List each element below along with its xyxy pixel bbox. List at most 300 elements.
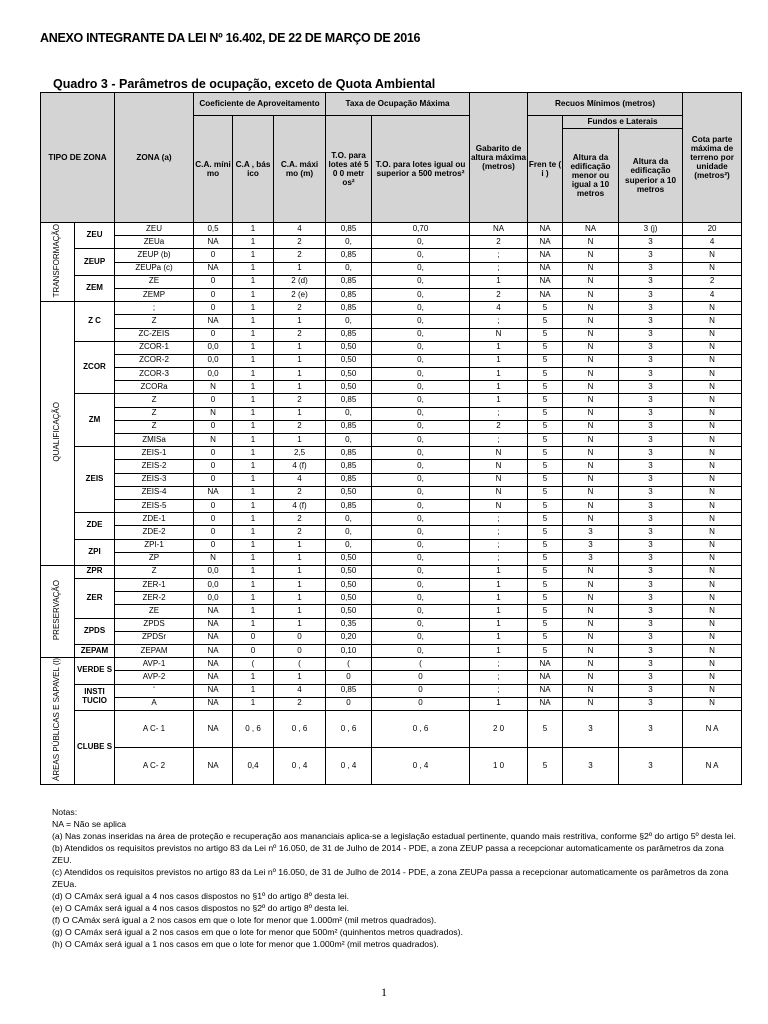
cell-gabarito: ;	[470, 249, 528, 262]
cell-ca-minimo: NA	[194, 697, 233, 710]
cell-ca-maximo: 0 , 4	[274, 748, 326, 785]
cell-to-ate-500: 0,85	[326, 473, 372, 486]
cell-recuo-menor-10: N	[563, 605, 619, 618]
cell-recuo-frente: 5	[528, 381, 563, 394]
cell-ca-maximo: 4 (f)	[274, 499, 326, 512]
cell-cota-parte: N	[683, 420, 742, 433]
cell-to-ate-500: 0	[326, 671, 372, 684]
cell-ca-minimo: 0	[194, 460, 233, 473]
cell-ca-basico: 1	[233, 328, 274, 341]
cell-to-superior-500: 0,	[372, 420, 470, 433]
zone-group-insti: INSTI TUCIO	[75, 684, 115, 710]
cell-to-ate-500: 0,85	[326, 684, 372, 697]
cell-gabarito: 2 0	[470, 711, 528, 748]
cell-recuo-frente: NA	[528, 249, 563, 262]
cell-zona: ZEPAM	[115, 645, 194, 658]
cell-ca-minimo: 0	[194, 513, 233, 526]
table-row	[41, 748, 742, 785]
cell-cota-parte: N	[683, 605, 742, 618]
cell-to-superior-500: 0,	[372, 236, 470, 249]
cell-cota-parte: N	[683, 262, 742, 275]
cell-to-ate-500: 0,85	[326, 302, 372, 315]
cell-gabarito: ;	[470, 671, 528, 684]
cell-recuo-menor-10: NA	[563, 223, 619, 236]
cell-to-superior-500: 0 , 4	[372, 748, 470, 785]
cell-gabarito: ;	[470, 658, 528, 671]
cell-ca-minimo: NA	[194, 645, 233, 658]
cell-gabarito: 1	[470, 381, 528, 394]
cell-ca-maximo: 2	[274, 236, 326, 249]
cell-ca-basico: 1	[233, 460, 274, 473]
cell-zona: ZPDSr	[115, 631, 194, 644]
cell-zona: ZEIS-4	[115, 486, 194, 499]
table-row	[41, 473, 742, 486]
zone-group-zeis: ZEIS	[75, 447, 115, 513]
cell-zona: ZPDS	[115, 618, 194, 631]
cell-recuo-frente: NA	[528, 684, 563, 697]
cell-cota-parte: N	[683, 499, 742, 512]
cell-recuo-superior-10: 3	[619, 288, 683, 301]
cell-gabarito: 1	[470, 368, 528, 381]
table-row	[41, 407, 742, 420]
cell-ca-maximo: 4	[274, 223, 326, 236]
parameters-table	[40, 92, 742, 785]
cell-ca-minimo: 0	[194, 526, 233, 539]
cell-gabarito: 1	[470, 592, 528, 605]
header-altura-superior-10: Altura da edificação superior a 10 metros	[619, 129, 683, 223]
cell-cota-parte: N	[683, 565, 742, 578]
cell-to-superior-500: 0,	[372, 434, 470, 447]
header-ca-maximo: C.A. máxi mo (m)	[274, 116, 326, 223]
cell-ca-minimo: 0	[194, 302, 233, 315]
cell-ca-basico: 0	[233, 645, 274, 658]
cell-recuo-superior-10: 3	[619, 631, 683, 644]
cell-ca-basico: 1	[233, 223, 274, 236]
cell-cota-parte: N	[683, 697, 742, 710]
cell-ca-minimo: 0	[194, 328, 233, 341]
cell-recuo-frente: 5	[528, 579, 563, 592]
cell-to-ate-500: 0,50	[326, 381, 372, 394]
zone-group-zer: ZER	[75, 579, 115, 619]
cell-ca-maximo: 2	[274, 513, 326, 526]
cell-ca-minimo: NA	[194, 684, 233, 697]
cell-cota-parte: N	[683, 302, 742, 315]
cell-cota-parte: N	[683, 460, 742, 473]
cell-ca-basico: 1	[233, 605, 274, 618]
zone-group-zc: Z C	[75, 302, 115, 342]
cell-recuo-frente: 5	[528, 552, 563, 565]
zone-group-clubes: CLUBE S	[75, 711, 115, 785]
cell-ca-basico: 1	[233, 275, 274, 288]
cell-cota-parte: N	[683, 631, 742, 644]
cell-cota-parte: N	[683, 671, 742, 684]
cell-ca-maximo: 1	[274, 354, 326, 367]
cell-to-ate-500: 0,85	[326, 223, 372, 236]
cell-to-ate-500: 0,50	[326, 354, 372, 367]
cell-to-superior-500: 0,	[372, 565, 470, 578]
cell-gabarito: N	[470, 499, 528, 512]
table-row	[41, 447, 742, 460]
cell-to-superior-500: 0,	[372, 539, 470, 552]
cell-ca-minimo: NA	[194, 748, 233, 785]
cell-ca-minimo: 0,0	[194, 341, 233, 354]
cell-zona: Z	[115, 420, 194, 433]
cell-ca-minimo: NA	[194, 605, 233, 618]
cell-zona: ZE	[115, 275, 194, 288]
cell-recuo-superior-10: 3	[619, 605, 683, 618]
cell-recuo-superior-10: 3	[619, 748, 683, 785]
cell-recuo-superior-10: 3	[619, 262, 683, 275]
cell-recuo-menor-10: N	[563, 565, 619, 578]
cell-to-ate-500: 0,85	[326, 249, 372, 262]
zone-type-qualificacao	[41, 302, 75, 566]
cell-zona: ZDE-2	[115, 526, 194, 539]
table-row	[41, 354, 742, 367]
cell-ca-basico: 1	[233, 368, 274, 381]
cell-recuo-frente: 5	[528, 473, 563, 486]
cell-to-superior-500: 0,	[372, 552, 470, 565]
cell-to-superior-500: 0,	[372, 645, 470, 658]
cell-recuo-menor-10: N	[563, 236, 619, 249]
cell-zona: Z	[115, 315, 194, 328]
cell-recuo-superior-10: 3	[619, 592, 683, 605]
table-row	[41, 552, 742, 565]
cell-cota-parte: N	[683, 552, 742, 565]
cell-ca-basico: 1	[233, 236, 274, 249]
note-item: (e) O CAmáx será igual a 4 nos casos dispostos no §2º do artigo 8º desta lei.	[52, 903, 350, 913]
cell-ca-basico: 1	[233, 513, 274, 526]
cell-recuo-menor-10: N	[563, 315, 619, 328]
cell-to-superior-500: 0,	[372, 579, 470, 592]
zone-type-label: PRESERVAÇÃO	[52, 579, 62, 641]
table-row	[41, 236, 742, 249]
cell-to-ate-500: 0,85	[326, 460, 372, 473]
table-row	[41, 526, 742, 539]
table-row	[41, 645, 742, 658]
notes-title: Notas:	[52, 807, 78, 817]
header-ca-basico: C.A , bás ico	[233, 116, 274, 223]
cell-ca-minimo: 0	[194, 394, 233, 407]
cell-ca-maximo: 1	[274, 368, 326, 381]
cell-ca-basico: 1	[233, 592, 274, 605]
cell-gabarito: 2	[470, 288, 528, 301]
cell-cota-parte: N	[683, 526, 742, 539]
cell-gabarito: N	[470, 486, 528, 499]
cell-recuo-frente: 5	[528, 420, 563, 433]
cell-cota-parte: 20	[683, 223, 742, 236]
cell-to-ate-500: 0,	[326, 236, 372, 249]
cell-to-superior-500: 0,	[372, 513, 470, 526]
cell-ca-maximo: 4	[274, 473, 326, 486]
cell-recuo-frente: 5	[528, 354, 563, 367]
cell-cota-parte: N	[683, 354, 742, 367]
cell-gabarito: ;	[470, 552, 528, 565]
cell-ca-maximo: 1	[274, 605, 326, 618]
header-ca-minimo: C.A. míni mo	[194, 116, 233, 223]
table-row	[41, 684, 742, 697]
cell-recuo-menor-10: N	[563, 684, 619, 697]
cell-to-ate-500: 0,50	[326, 552, 372, 565]
cell-recuo-superior-10: 3	[619, 711, 683, 748]
cell-ca-maximo: 2	[274, 697, 326, 710]
cell-zona: ZDE-1	[115, 513, 194, 526]
cell-ca-minimo: 0,0	[194, 592, 233, 605]
cell-zona: ZEIS-1	[115, 447, 194, 460]
table-row	[41, 486, 742, 499]
cell-ca-maximo: 1	[274, 262, 326, 275]
cell-recuo-frente: 5	[528, 341, 563, 354]
cell-zona: A C- 1	[115, 711, 194, 748]
cell-recuo-menor-10: 3	[563, 552, 619, 565]
cell-ca-minimo: NA	[194, 486, 233, 499]
cell-recuo-superior-10: 3	[619, 394, 683, 407]
cell-gabarito: N	[470, 447, 528, 460]
zone-type-transformacao	[41, 223, 75, 302]
cell-recuo-frente: 5	[528, 526, 563, 539]
table-row	[41, 420, 742, 433]
table-row	[41, 565, 742, 578]
cell-gabarito: ;	[470, 434, 528, 447]
cell-recuo-frente: 5	[528, 486, 563, 499]
cell-to-ate-500: 0,50	[326, 486, 372, 499]
cell-gabarito: NA	[470, 223, 528, 236]
cell-gabarito: 1	[470, 341, 528, 354]
cell-to-superior-500: 0	[372, 671, 470, 684]
table-row	[41, 539, 742, 552]
cell-to-superior-500: 0,	[372, 381, 470, 394]
cell-to-superior-500: 0,	[372, 592, 470, 605]
cell-to-ate-500: 0,85	[326, 328, 372, 341]
cell-recuo-menor-10: N	[563, 631, 619, 644]
cell-recuo-menor-10: N	[563, 420, 619, 433]
cell-recuo-superior-10: 3	[619, 275, 683, 288]
cell-ca-maximo: 0	[274, 631, 326, 644]
cell-recuo-frente: 5	[528, 539, 563, 552]
cell-gabarito: N	[470, 328, 528, 341]
cell-gabarito: 1	[470, 394, 528, 407]
cell-ca-basico: 1	[233, 249, 274, 262]
cell-recuo-menor-10: N	[563, 434, 619, 447]
cell-ca-basico: 1	[233, 341, 274, 354]
header-tipo-zona: TIPO DE ZONA	[41, 93, 115, 223]
table-row	[41, 394, 742, 407]
cell-cota-parte: N	[683, 486, 742, 499]
cell-to-ate-500: 0,85	[326, 394, 372, 407]
cell-ca-minimo: 0	[194, 499, 233, 512]
cell-recuo-menor-10: N	[563, 671, 619, 684]
cell-ca-maximo: 2	[274, 249, 326, 262]
cell-recuo-frente: 5	[528, 711, 563, 748]
zone-group-zepam: ZEPAM	[75, 645, 115, 658]
cell-to-superior-500: 0,	[372, 631, 470, 644]
cell-zona: ZP	[115, 552, 194, 565]
cell-ca-minimo: N	[194, 407, 233, 420]
cell-ca-minimo: 0	[194, 420, 233, 433]
cell-to-superior-500: 0	[372, 684, 470, 697]
cell-cota-parte: N	[683, 434, 742, 447]
table-row	[41, 618, 742, 631]
cell-recuo-menor-10: 3	[563, 539, 619, 552]
cell-recuo-superior-10: 3	[619, 499, 683, 512]
cell-recuo-superior-10: 3	[619, 579, 683, 592]
cell-to-superior-500: 0,	[372, 341, 470, 354]
cell-ca-maximo: (	[274, 658, 326, 671]
cell-zona: ZC-ZEIS	[115, 328, 194, 341]
cell-recuo-menor-10: N	[563, 275, 619, 288]
note-item: NA = Não se aplica	[52, 819, 127, 829]
cell-ca-minimo: 0,5	[194, 223, 233, 236]
cell-to-ate-500: 0,85	[326, 420, 372, 433]
cell-recuo-menor-10: N	[563, 486, 619, 499]
cell-recuo-menor-10: N	[563, 473, 619, 486]
cell-ca-basico: 0 , 6	[233, 711, 274, 748]
table-row	[41, 223, 742, 236]
table-row	[41, 697, 742, 710]
cell-ca-basico: 1	[233, 499, 274, 512]
cell-ca-minimo: 0	[194, 275, 233, 288]
cell-ca-basico: 1	[233, 552, 274, 565]
cell-ca-maximo: 1	[274, 341, 326, 354]
cell-recuo-menor-10: N	[563, 460, 619, 473]
cell-ca-basico: 1	[233, 354, 274, 367]
cell-recuo-frente: NA	[528, 236, 563, 249]
cell-cota-parte: N	[683, 579, 742, 592]
cell-ca-minimo: 0,0	[194, 579, 233, 592]
cell-recuo-superior-10: 3	[619, 434, 683, 447]
cell-ca-basico: 1	[233, 671, 274, 684]
table-row	[41, 341, 742, 354]
cell-ca-maximo: 1	[274, 565, 326, 578]
cell-to-ate-500: 0,50	[326, 565, 372, 578]
cell-to-ate-500: 0,	[326, 513, 372, 526]
cell-cota-parte: 4	[683, 236, 742, 249]
cell-recuo-menor-10: N	[563, 302, 619, 315]
cell-cota-parte: N	[683, 249, 742, 262]
cell-gabarito: 1	[470, 631, 528, 644]
cell-zona: ZEMP	[115, 288, 194, 301]
note-item: (b) Atendidos os requisitos previstos no artigo 83 da Lei nº 16.050, de 31 de Julho de 2014 - PDE, a zona ZEUP passa a recepcionar automaticamente os parâmetros da zona ZEU.	[52, 843, 724, 865]
cell-gabarito: 1	[470, 275, 528, 288]
cell-recuo-menor-10: N	[563, 354, 619, 367]
cell-cota-parte: N	[683, 407, 742, 420]
header-frente: Fren te ( i )	[528, 116, 563, 223]
cell-to-superior-500: 0,	[372, 302, 470, 315]
zone-type-areas_publicas	[41, 658, 75, 785]
cell-recuo-superior-10: 3	[619, 368, 683, 381]
cell-to-ate-500: 0,	[326, 434, 372, 447]
cell-to-superior-500: 0,	[372, 526, 470, 539]
cell-zona: ZPI-1	[115, 539, 194, 552]
cell-to-ate-500: 0,85	[326, 275, 372, 288]
cell-recuo-menor-10: N	[563, 447, 619, 460]
table-title: Quadro 3 - Parâmetros de ocupação, exceto de Quota Ambiental	[53, 77, 436, 91]
cell-to-ate-500: 0,20	[326, 631, 372, 644]
cell-recuo-menor-10: N	[563, 368, 619, 381]
cell-recuo-superior-10: 3	[619, 658, 683, 671]
cell-to-ate-500: 0,50	[326, 579, 372, 592]
cell-recuo-menor-10: N	[563, 328, 619, 341]
cell-recuo-superior-10: 3	[619, 539, 683, 552]
zone-type-label: ÁREAS PÚBLICAS E SAPAVEL (l)	[52, 658, 62, 782]
cell-gabarito: ;	[470, 539, 528, 552]
cell-gabarito: 1	[470, 697, 528, 710]
cell-recuo-frente: 5	[528, 592, 563, 605]
cell-recuo-menor-10: N	[563, 618, 619, 631]
cell-cota-parte: N	[683, 539, 742, 552]
cell-to-ate-500: 0,85	[326, 288, 372, 301]
cell-recuo-frente: 5	[528, 748, 563, 785]
cell-recuo-superior-10: 3	[619, 565, 683, 578]
cell-zona: A C- 2	[115, 748, 194, 785]
cell-recuo-frente: NA	[528, 275, 563, 288]
cell-recuo-superior-10: 3	[619, 460, 683, 473]
zone-group-zeu: ZEU	[75, 223, 115, 249]
cell-gabarito: ;	[470, 262, 528, 275]
header-to-superior-500: T.O. para lotes igual ou superior a 500 metros²	[372, 116, 470, 223]
cell-ca-basico: 1	[233, 302, 274, 315]
cell-to-ate-500: (	[326, 658, 372, 671]
cell-gabarito: 2	[470, 236, 528, 249]
cell-gabarito: 1	[470, 605, 528, 618]
cell-ca-maximo: 1	[274, 618, 326, 631]
cell-ca-basico: 1	[233, 526, 274, 539]
cell-ca-maximo: 1	[274, 552, 326, 565]
cell-zona: ZCORa	[115, 381, 194, 394]
table-row	[41, 658, 742, 671]
cell-zona: ZEIS-5	[115, 499, 194, 512]
zone-group-zpi: ZPI	[75, 539, 115, 565]
cell-zona: ZER-2	[115, 592, 194, 605]
cell-to-superior-500: 0	[372, 697, 470, 710]
cell-to-ate-500: 0,50	[326, 605, 372, 618]
zone-group-zpr: ZPR	[75, 565, 115, 578]
header-gabarito: Gabarito de altura máxima (metros)	[470, 93, 528, 223]
cell-ca-minimo: 0	[194, 288, 233, 301]
cell-to-superior-500: 0,	[372, 447, 470, 460]
cell-recuo-menor-10: 3	[563, 711, 619, 748]
cell-to-superior-500: 0,	[372, 394, 470, 407]
table-row	[41, 499, 742, 512]
cell-ca-maximo: 1	[274, 315, 326, 328]
cell-cota-parte: N	[683, 684, 742, 697]
cell-recuo-menor-10: N	[563, 645, 619, 658]
cell-cota-parte: N	[683, 513, 742, 526]
cell-to-superior-500: 0,	[372, 315, 470, 328]
cell-ca-maximo: 2 (d)	[274, 275, 326, 288]
cell-cota-parte: N A	[683, 748, 742, 785]
document-title: ANEXO INTEGRANTE DA LEI Nº 16.402, DE 22 DE MARÇO DE 2016	[40, 31, 421, 45]
cell-ca-maximo: 2	[274, 420, 326, 433]
cell-recuo-frente: 5	[528, 645, 563, 658]
cell-ca-maximo: 2,5	[274, 447, 326, 460]
cell-to-ate-500: 0	[326, 697, 372, 710]
cell-recuo-superior-10: 3	[619, 420, 683, 433]
table-row	[41, 315, 742, 328]
cell-cota-parte: N	[683, 381, 742, 394]
table-row	[41, 328, 742, 341]
cell-to-superior-500: 0,	[372, 473, 470, 486]
note-item: (a) Nas zonas inseridas na área de proteção e recuperação aos mananciais aplica-se a legislação estadual pertinente, quando mais restritiva, conforme §2º do artigo 5º desta lei.	[52, 831, 736, 841]
cell-recuo-superior-10: 3	[619, 684, 683, 697]
cell-gabarito: 1	[470, 354, 528, 367]
cell-recuo-superior-10: 3	[619, 315, 683, 328]
cell-recuo-menor-10: N	[563, 249, 619, 262]
cell-recuo-menor-10: N	[563, 407, 619, 420]
cell-ca-minimo: 0,0	[194, 354, 233, 367]
cell-to-superior-500: 0,	[372, 486, 470, 499]
cell-zona: Z	[115, 565, 194, 578]
cell-zona: ;	[115, 302, 194, 315]
